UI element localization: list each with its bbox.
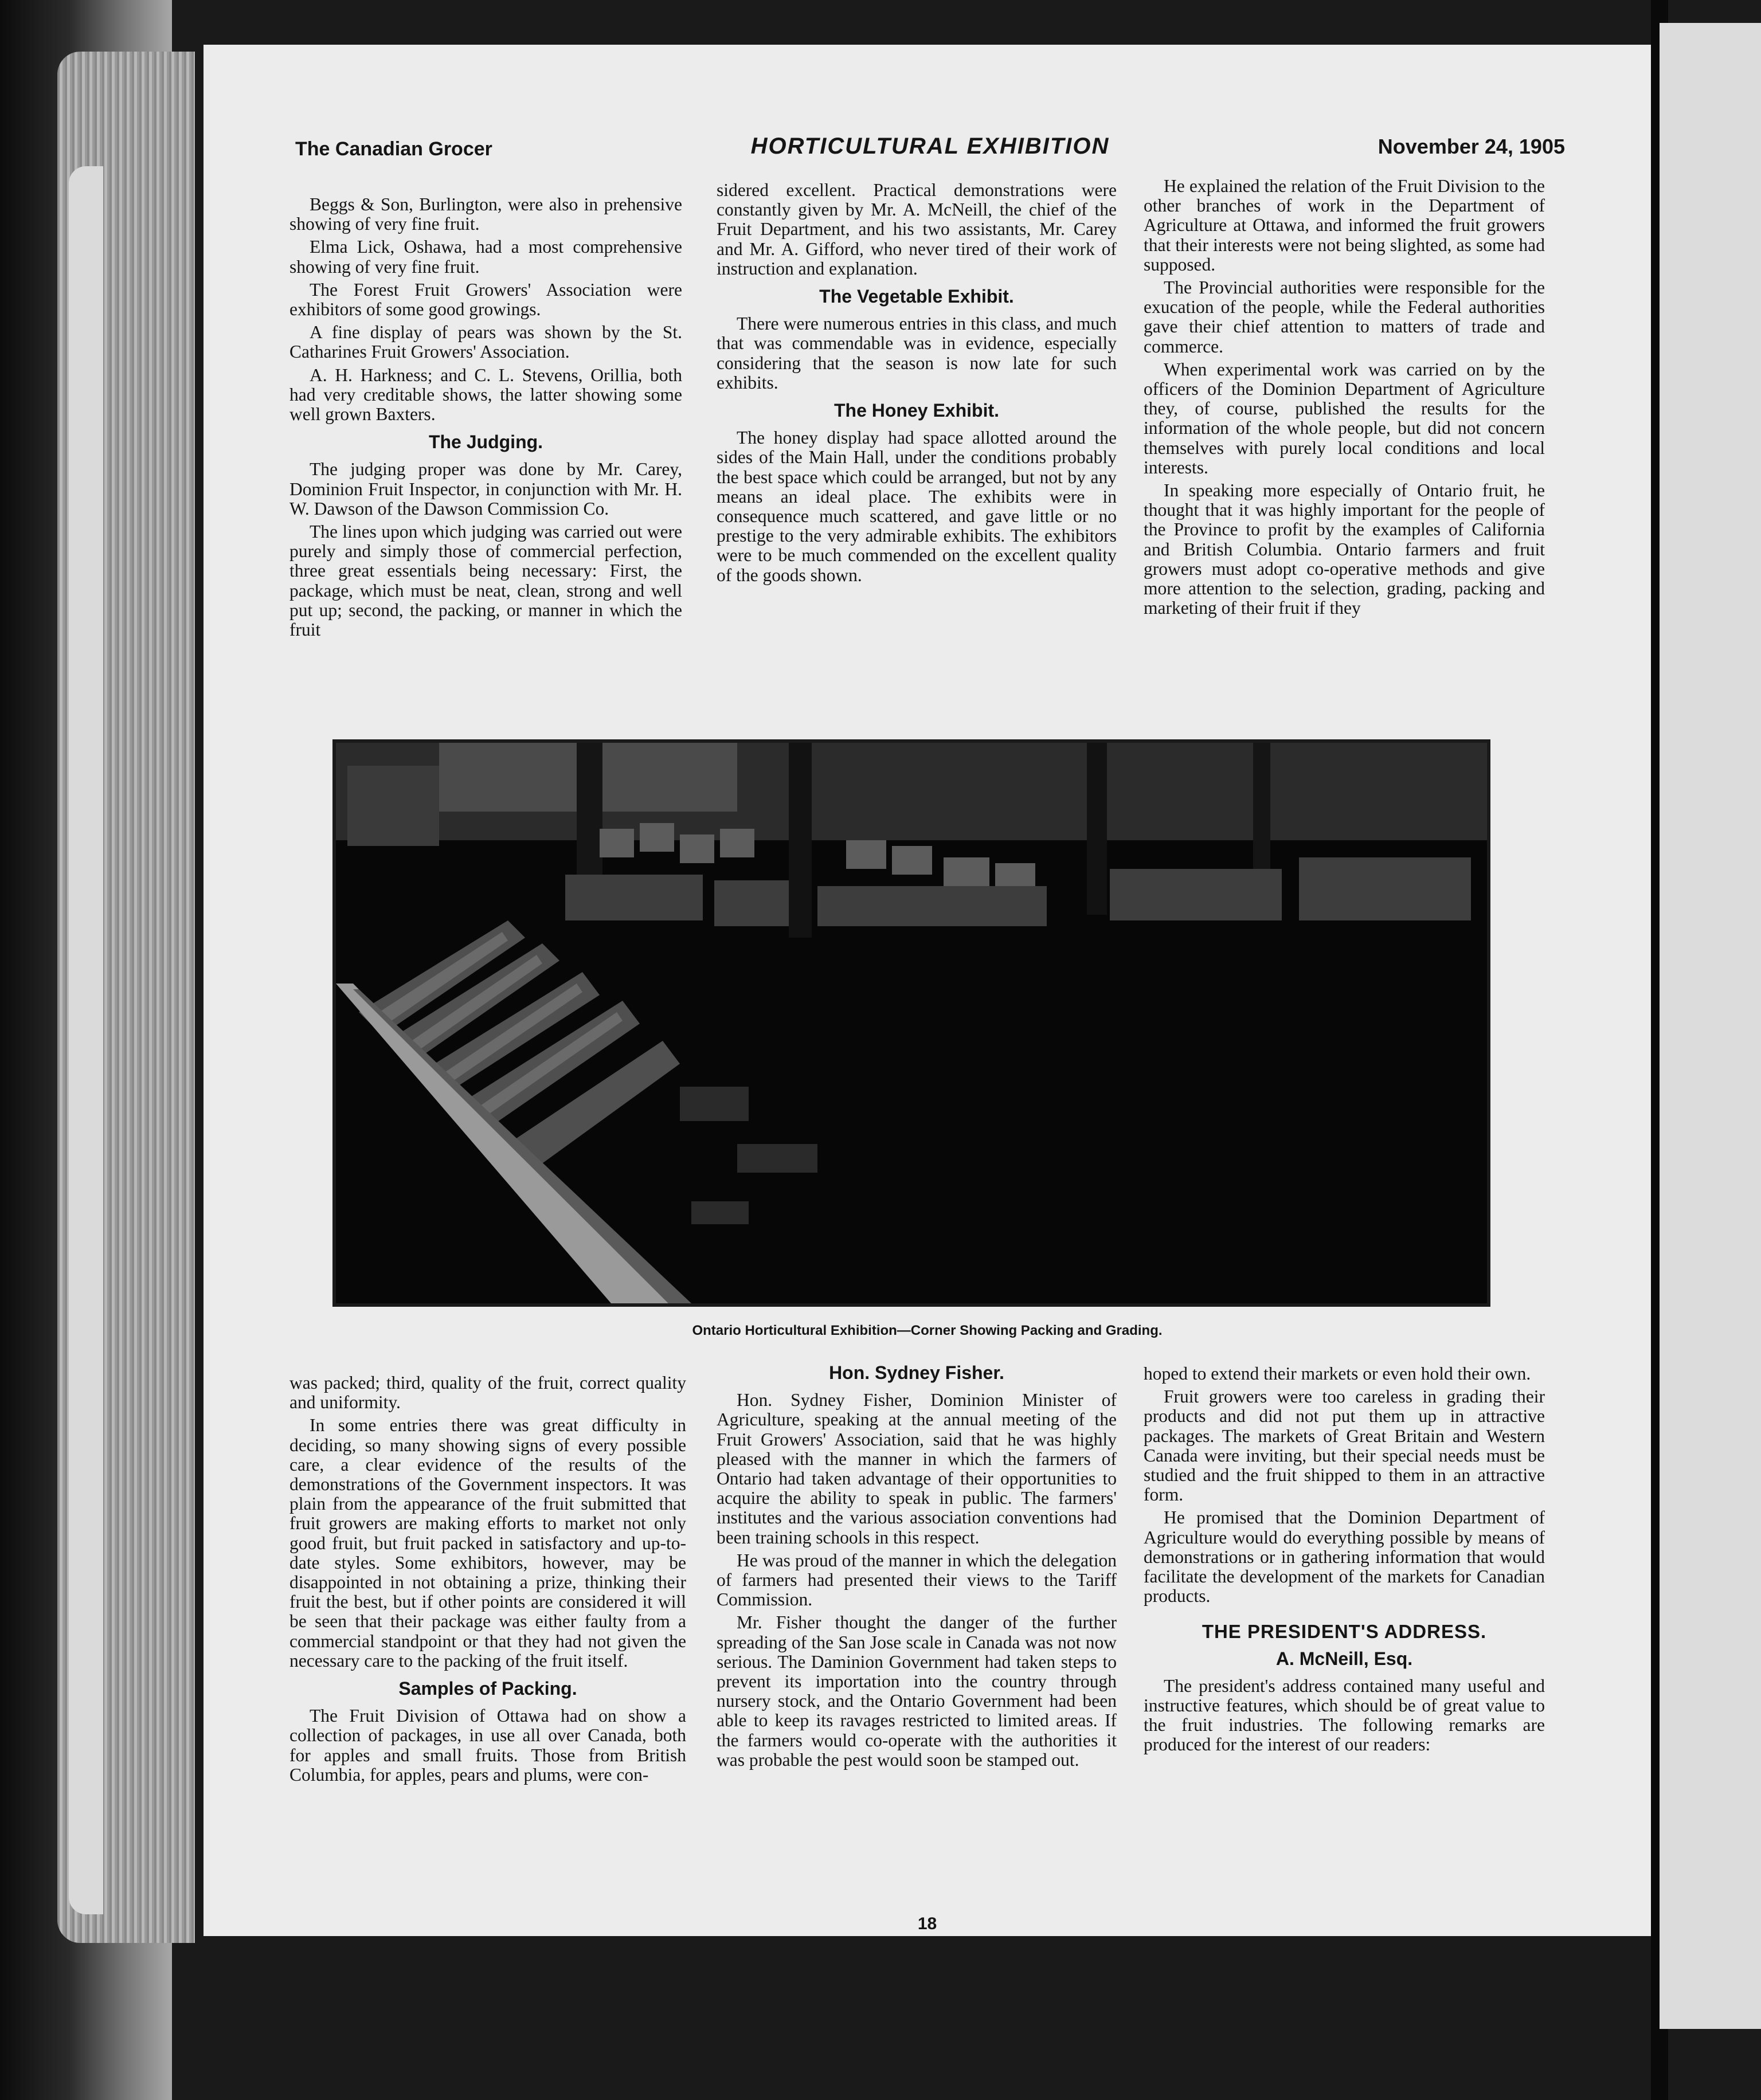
facing-page	[1660, 23, 1761, 2029]
column-4	[289, 1373, 686, 1788]
book-edge	[69, 166, 103, 1914]
section-heading-samples: Samples of Packing.	[398, 1678, 577, 1699]
section-heading-fisher: Hon. Sydney Fisher.	[829, 1362, 1004, 1383]
paragraph: The judging proper was done by Mr. Carey, Dominion Fruit Inspector, in conjunction with Mr. H. W. Dawson of the Dawson Commission Co.	[289, 459, 682, 519]
section-heading-president: THE PRESIDENT'S ADDRESS.	[1202, 1621, 1487, 1643]
column-6	[1144, 1364, 1545, 1758]
page-number: 18	[917, 1914, 937, 1933]
paragraph: A fine display of pears was shown by the St. Catharines Fruit Growers' Association.	[289, 322, 682, 362]
paragraph: A. H. Harkness; and C. L. Stevens, Orillia, both had very creditable shows, the latter showing some well grown Baxters.	[289, 365, 682, 425]
paragraph: The Forest Fruit Growers' Association were exhibitors of some good growings.	[289, 279, 682, 320]
exhibition-photograph	[332, 739, 1490, 1307]
paragraph: was packed; third, quality of the fruit, correct quality and uniformity.	[289, 1373, 686, 1413]
section-subheading-mcneill: A. McNeill, Esq.	[1275, 1648, 1413, 1669]
paragraph: hoped to extend their markets or even hold their own.	[1144, 1364, 1531, 1384]
issue-date: November 24, 1905	[1378, 135, 1565, 158]
magazine-page	[204, 45, 1651, 1936]
paragraph: The lines upon which judging was carried out were purely and simply those of commercial perfection, three great essentials being necessary: First, the package, which must be neat, clean, strong and well put up; second, the packing, or manner in which the fruit	[289, 522, 682, 640]
photo-caption: Ontario Horticultural Exhibition—Corner Showing Packing and Grading.	[692, 1323, 1163, 1338]
column-2	[717, 181, 1117, 589]
paragraph: Beggs & Son, Burlington, were also in prehensive showing of very fine fruit.	[289, 194, 682, 234]
section-title: HORTICULTURAL EXHIBITION	[750, 134, 1110, 159]
paragraph: Mr. Fisher thought the danger of the further spreading of the San Jose scale in Canada was not now serious. The Daminion Government had taken steps to prevent its importation into the country through nursery stock, and the Ontario Government had been able to keep its ravages restricted to limited areas. If the farmers would co-operate with the authorities it was probable the pest would soon be stamped out.	[717, 1612, 1117, 1770]
paragraph: The honey display had space allotted around the sides of the Main Hall, under the conditions probably the best space which could be arranged, but not by any means an ideal place. The exhibits were in consequence much scattered, and gave little or no prestige to the very admirable exhibits. The exhibitors were to be much commended on the excellent quality of the goods shown.	[717, 428, 1117, 585]
paragraph: Fruit growers were too careless in grading their products and did not put them up in attractive packages. The markets of Great Britain and Western Canada were inviting, but their special needs must be studied and the fruit shipped to them in an attractive form.	[1144, 1386, 1545, 1505]
paragraph: He explained the relation of the Fruit Division to the other branches of work in the Department of Agriculture at Ottawa, and informed the fruit growers that their interests were not being slighted, as some had supposed.	[1144, 176, 1545, 275]
publication-name: The Canadian Grocer	[295, 138, 492, 160]
paragraph: The Fruit Division of Ottawa had on show a collection of packages, in use all over Canada, both for apples and small fruits. Those from British Columbia, for apples, pears and plums, were con-	[289, 1706, 686, 1785]
paragraph: The president's address contained many useful and instructive features, which should be of great value to the fruit industries. The following remarks are produced for the interest of our readers:	[1144, 1675, 1545, 1755]
paragraph: There were numerous entries in this class, and much that was commendable was in evidence, especially considering that the season is now late for such exhibits.	[717, 314, 1117, 393]
column-5	[717, 1363, 1117, 1773]
paragraph: In speaking more especially of Ontario fruit, he thought that it was highly important for the people of the Province to profit by the examples of California and British Columbia. Ontario farmers and fruit growers must adopt co-operative methods and give more attention to the selection, grading, packing and marketing of their fruit if they	[1144, 480, 1545, 618]
column-3	[1144, 177, 1545, 621]
paragraph: He promised that the Dominion Department of Agriculture would do everything possible by means of demonstrations or in gathering information that would facilitate the development of the markets for Canadian products.	[1144, 1507, 1545, 1607]
paragraph: When experimental work was carried on by the officers of the Dominion Department of Agriculture they, of course, published the results for the information of the whole people, but did not concern themselves with purely local conditions and local interests.	[1144, 359, 1545, 477]
paragraph: sidered excellent. Practical demonstrations were constantly given by Mr. A. McNeill, the chief of the Fruit Department, and his two assistants, Mr. Carey and Mr. A. Gifford, who never tired of their work of instruction and explanation.	[717, 180, 1117, 279]
paragraph: The Provincial authorities were responsible for the exucation of the people, while the Federal authorities gave their chief attention to matters of trade and commerce.	[1144, 277, 1545, 356]
paragraph: Elma Lick, Oshawa, had a most comprehensive showing of very fine fruit.	[289, 237, 682, 277]
paragraph: Hon. Sydney Fisher, Dominion Minister of Agriculture, speaking at the annual meeting of the Fruit Growers' Association, said that he was highly pleased with the manner in which the farmers of Ontario had taken advantage of their opportunities to acquire the ability to speak in public. The farmers' institutes and the various association conventions had been training schools in this respect.	[717, 1390, 1117, 1547]
section-heading-vegetable: The Vegetable Exhibit.	[819, 286, 1014, 307]
paragraph: He was proud of the manner in which the delegation of farmers had presented their views to the Tariff Commission.	[717, 1550, 1117, 1610]
section-heading-honey: The Honey Exhibit.	[833, 400, 1000, 421]
section-heading-judging: The Judging.	[428, 432, 543, 453]
page-header	[295, 134, 1565, 168]
paragraph: In some entries there was great difficulty in deciding, so many showing signs of every possible care, a clear evidence of the results of the demonstrations of the Government inspectors. It was plain from the appearance of the fruit submitted that fruit growers are making efforts to market not only good fruit, but fruit packed in satisfactory and up-to-date styles. Some exhibitors, however, may be disappointed in not obtaining a prize, thinking their fruit the best, but if other points are considered it will be seen that their package was either faulty from a commercial standpoint or that they had not given the necessary care to the packing of the fruit itself.	[289, 1415, 686, 1671]
column-1	[289, 195, 682, 643]
